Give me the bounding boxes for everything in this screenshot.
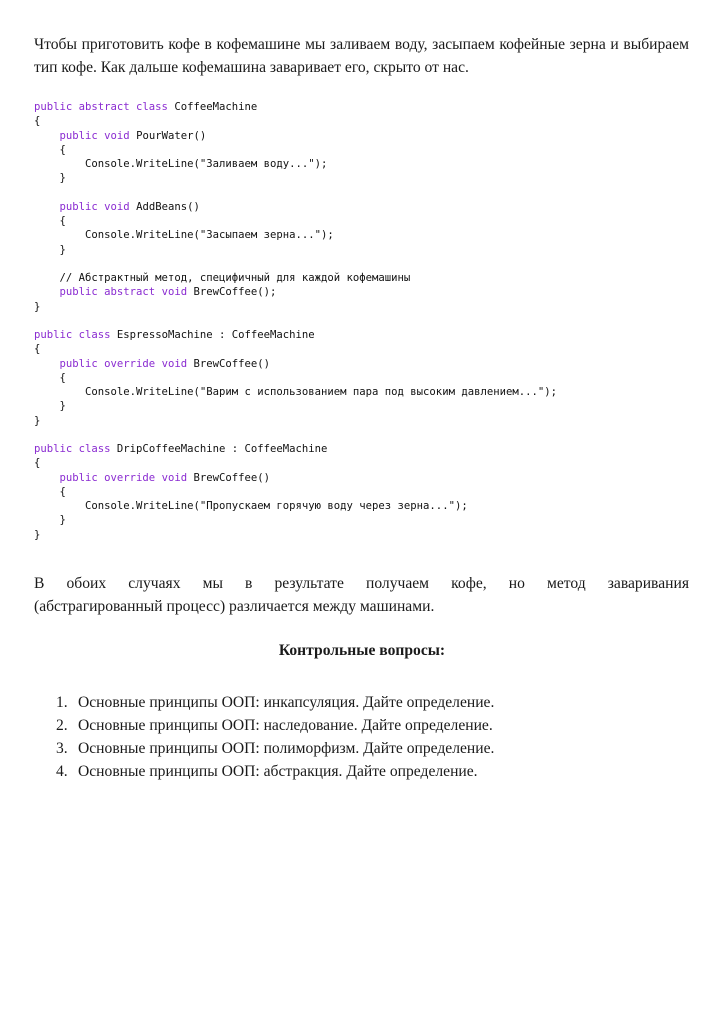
code-text: BrewCoffee() [187,357,270,370]
code-keyword: public abstract class [34,101,168,113]
code-text [34,286,60,298]
code-text: } [34,400,66,413]
conclusion-paragraph [34,572,689,618]
code-text: } [34,528,41,541]
question-number: 1. [56,694,68,711]
code-keyword: public void [59,200,130,213]
code-keyword: public abstract void [59,286,188,299]
code-text: { [34,215,66,227]
code-line [34,229,334,241]
code-keyword: public override void [59,357,188,370]
code-line [34,500,468,512]
code-keyword: public class [34,329,111,341]
question-number: 3. [56,740,68,757]
code-keyword: public class [34,443,111,455]
code-line [34,301,40,313]
code-line [34,130,206,142]
question-number: 2. [56,717,68,734]
code-line [34,343,40,355]
code-line [34,486,66,498]
intro-paragraph: Чтобы приготовить кофе в кофемашине мы заливаем воду, засыпаем кофейные зерна и выбираем тип кофе. Как дальше кофемашина заваривает его, скрыто от нас. [34,36,689,76]
code-line [34,386,557,398]
code-line [34,215,66,227]
code-text: Console.WriteLine("Заливаем воду..."); [34,158,328,170]
code-line [34,329,315,341]
code-line [34,158,327,170]
code-line [34,529,40,541]
question-number: 4. [56,763,68,780]
code-text: } [34,243,66,256]
code-line [34,472,270,484]
code-text: { [34,371,66,384]
code-text: BrewCoffee(); [187,286,277,299]
code-text: DripCoffeeMachine : CoffeeMachine [110,443,328,455]
conclusion-line-1: В обоих случаях мы в результате получаем кофе, но метод заваривания [34,575,689,592]
code-text: Console.WriteLine("Варим с использованием пара под высоким давлением..."); [34,386,557,398]
code-line [34,443,327,455]
code-text: // Абстрактный метод, специфичный для каждой кофемашины [34,272,411,284]
question-text: Основные принципы ООП: инкапсуляция. Дайте определение. [78,694,495,711]
code-text: AddBeans() [129,200,200,213]
code-line [34,514,66,526]
code-text: Console.WriteLine("Пропускаем горячую воду через зерна..."); [34,500,468,512]
code-line [34,115,40,127]
code-line [34,457,40,469]
code-line [34,201,200,213]
code-text: PourWater() [129,129,207,142]
question-text: Основные принципы ООП: полиморфизм. Дайте определение. [78,740,495,757]
code-block [34,100,557,542]
code-line [34,400,66,412]
code-text: Console.WriteLine("Засыпаем зерна..."); [34,229,334,242]
code-text: } [34,300,41,313]
conclusion-line-2: (абстрагированный процесс) различается между машинами. [34,598,435,615]
code-line [34,244,66,256]
code-line [34,286,276,298]
code-text: { [34,143,66,156]
code-text: } [34,172,66,185]
code-text: CoffeeMachine [167,101,258,113]
question-item [56,714,494,737]
code-line [34,358,270,370]
code-line [34,144,66,156]
code-text: BrewCoffee() [187,471,270,484]
code-text: EspressoMachine : CoffeeMachine [110,329,315,341]
code-text: { [34,343,41,356]
code-keyword: public void [59,129,130,142]
code-text [34,201,60,213]
code-text: { [34,457,41,470]
code-line [34,101,257,113]
code-text [34,358,60,370]
question-text: Основные принципы ООП: абстракция. Дайте определение. [78,763,478,780]
code-line [34,172,66,184]
question-item [56,737,494,760]
code-text: { [34,115,41,128]
code-line [34,415,40,427]
code-keyword: public override void [59,471,188,484]
questions-heading: Контрольные вопросы: [278,642,446,659]
code-line [34,372,66,384]
question-item [56,760,494,783]
code-text: } [34,514,66,527]
code-text [34,472,60,484]
code-text: } [34,414,41,427]
question-text: Основные принципы ООП: наследование. Дайте определение. [78,717,493,734]
code-line [34,272,410,284]
code-text [34,130,60,142]
questions-list [56,691,494,783]
question-item [56,691,494,714]
code-text: { [34,485,66,498]
